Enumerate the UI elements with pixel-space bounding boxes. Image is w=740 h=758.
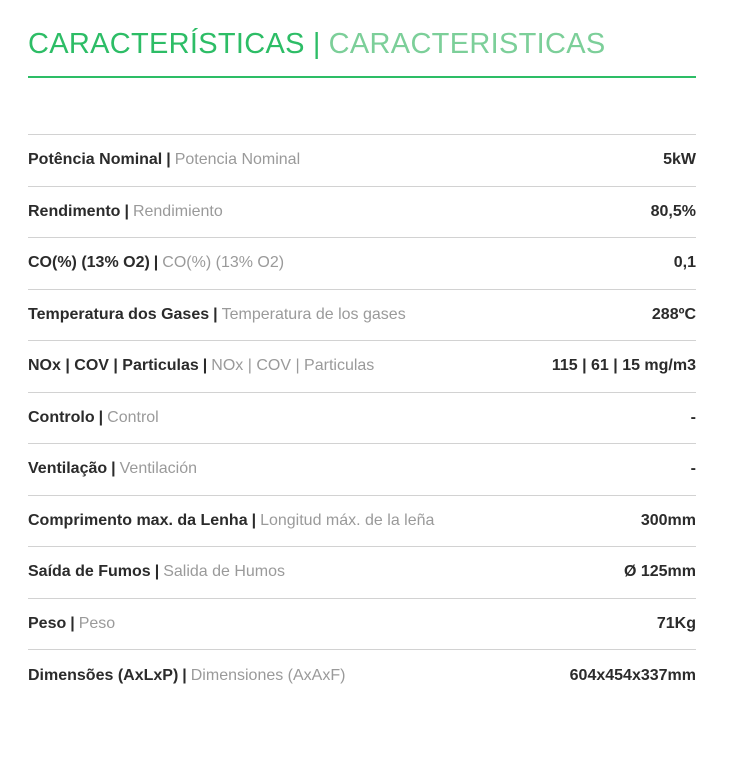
spec-label-separator: | — [166, 151, 171, 169]
spec-label-pt: Dimensões (AxLxP) — [28, 666, 179, 684]
spec-label-es: Ventilación — [119, 460, 198, 478]
spec-label — [28, 667, 345, 685]
spec-value: 0,1 — [673, 254, 696, 272]
spec-row-gas-temperature — [28, 290, 696, 342]
spec-row-weight — [28, 599, 696, 651]
spec-row-nominal-power — [28, 135, 696, 187]
spec-label-es: Salida de Humos — [163, 563, 286, 581]
spec-label — [28, 615, 115, 633]
spec-label-es: Control — [107, 408, 159, 426]
spec-label — [28, 254, 284, 272]
heading-es: CARACTERISTICAS — [328, 28, 606, 60]
spec-label-pt: CO(%) (13% O2) — [28, 254, 150, 272]
spec-label-pt: Rendimento — [28, 202, 121, 220]
spec-label — [28, 306, 406, 324]
spec-label-es: CO(%) (13% O2) — [162, 254, 285, 272]
spec-label-pt: Controlo — [28, 408, 95, 426]
spec-value: - — [690, 408, 696, 426]
heading-pt: CARACTERÍSTICAS — [28, 28, 305, 60]
spec-label — [28, 512, 434, 530]
spec-label-es: Peso — [78, 614, 116, 632]
spec-value: - — [690, 460, 696, 478]
spec-sheet — [28, 0, 696, 702]
spec-label-pt: Saída de Fumos — [28, 563, 151, 581]
spec-label-separator: | — [202, 357, 208, 375]
spec-label-es: Rendimiento — [132, 202, 223, 220]
spec-row-emissions — [28, 341, 696, 393]
spec-label-separator: | — [70, 614, 75, 632]
section-heading — [28, 26, 696, 62]
spec-row-control — [28, 393, 696, 445]
spec-label-es: Dimensiones (AxAxF) — [190, 666, 346, 684]
spec-label — [28, 203, 223, 221]
spec-row-log-length — [28, 496, 696, 548]
spec-row-efficiency — [28, 187, 696, 239]
spec-value: 80,5% — [650, 202, 696, 220]
spec-label-separator: | — [124, 202, 129, 220]
spec-label-separator: | — [213, 305, 218, 323]
specs-table — [28, 134, 696, 702]
spec-label-pt: Comprimento max. da Lenha — [28, 511, 248, 529]
heading-underline — [28, 76, 696, 78]
spec-label-pt: Temperatura dos Gases — [28, 305, 210, 323]
spec-label — [28, 357, 374, 375]
spec-label-separator: | — [98, 408, 104, 426]
spec-label-es: Longitud máx. de la leña — [260, 511, 435, 529]
spec-label — [28, 563, 285, 581]
spec-label-pt: Potência Nominal — [28, 151, 163, 169]
spec-row-dimensions — [28, 650, 696, 702]
spec-label-es: Potencia Nominal — [174, 151, 301, 169]
spec-label-separator: | — [251, 511, 257, 529]
spec-row-ventilation — [28, 444, 696, 496]
spec-row-flue-outlet — [28, 547, 696, 599]
spec-label-separator: | — [154, 563, 160, 581]
spec-label — [28, 409, 159, 427]
spec-label — [28, 460, 197, 478]
spec-value: 288ºC — [651, 305, 696, 323]
spec-value: 5kW — [663, 151, 696, 169]
spec-label-pt: NOx | COV | Particulas — [28, 357, 199, 375]
spec-label — [28, 151, 300, 169]
spec-value: 300mm — [640, 511, 696, 529]
spec-label-pt: Peso — [28, 614, 67, 632]
spec-label-es: Temperatura de los gases — [221, 305, 406, 323]
spec-label-es: NOx | COV | Particulas — [211, 357, 375, 375]
spec-label-separator: | — [182, 666, 187, 684]
spec-row-co — [28, 238, 696, 290]
spec-value: 71Kg — [656, 614, 696, 632]
spec-label-pt: Ventilação — [28, 460, 108, 478]
heading-separator: | — [312, 28, 321, 60]
spec-value: Ø 125mm — [623, 563, 696, 581]
spec-value: 604x454x337mm — [569, 666, 696, 684]
spec-label-separator: | — [153, 254, 159, 272]
spec-label-separator: | — [111, 460, 116, 478]
spec-value: 115 | 61 | 15 mg/m3 — [551, 357, 696, 375]
